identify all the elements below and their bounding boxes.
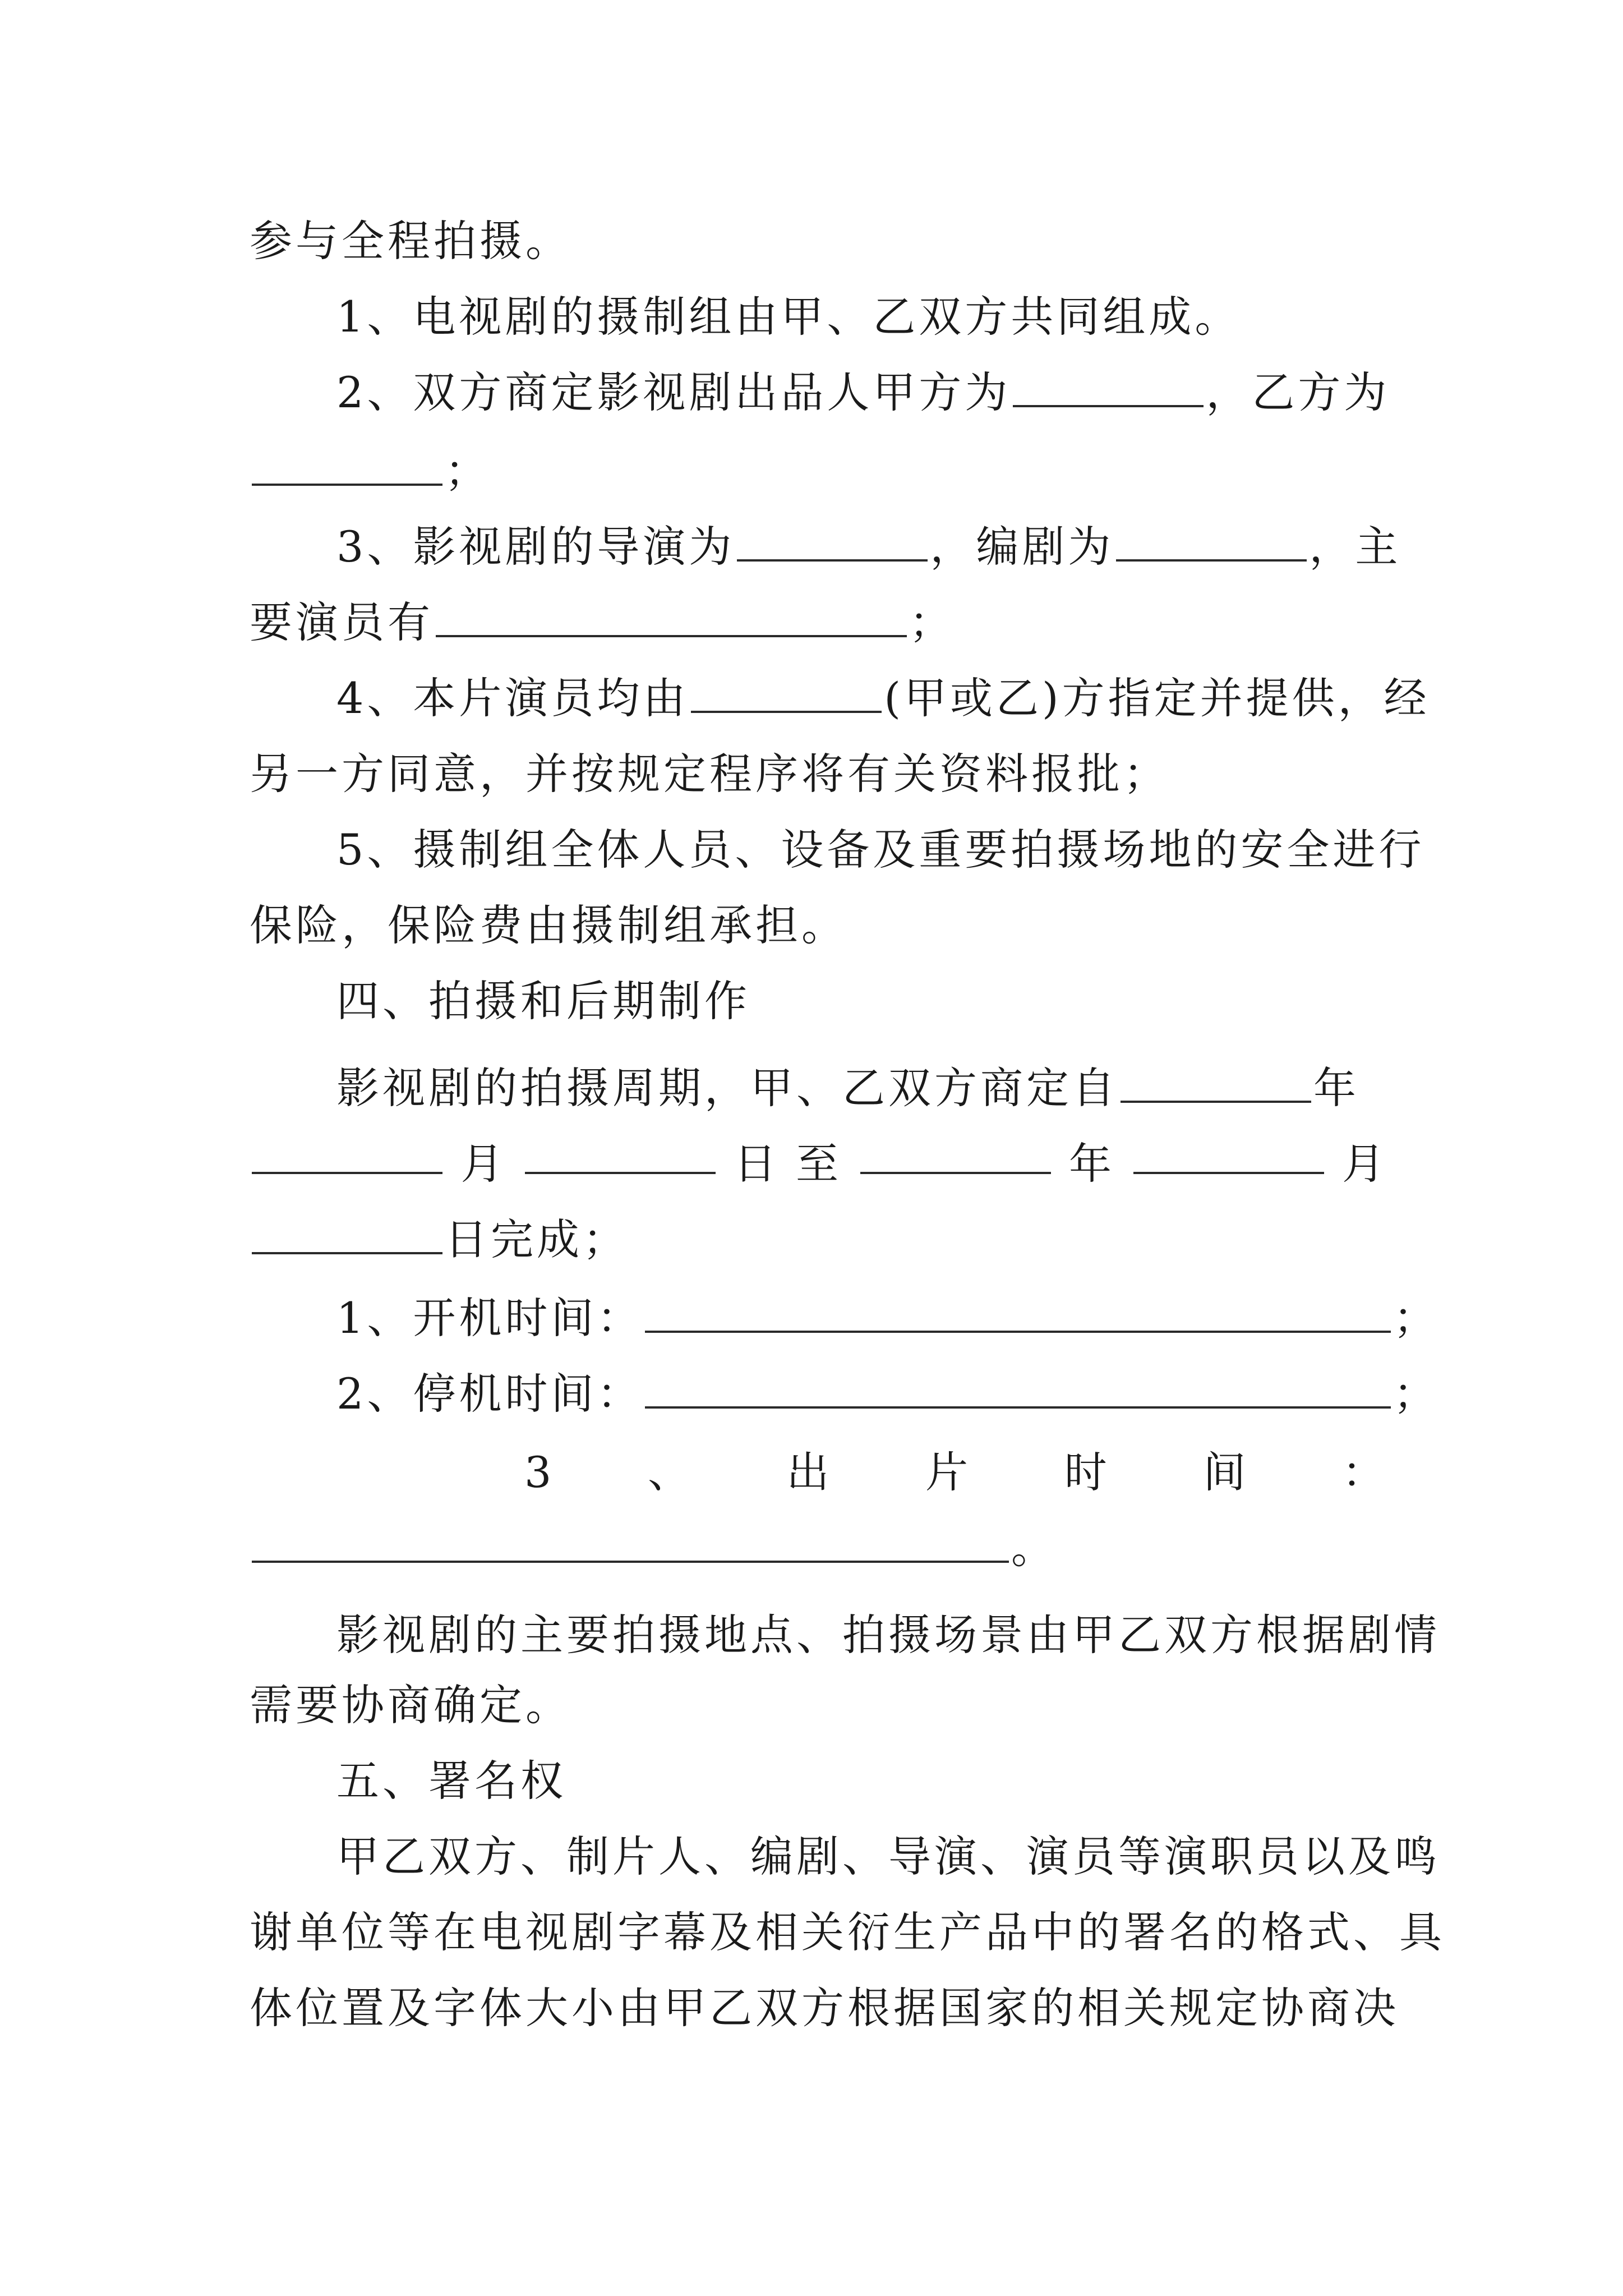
text-segment: 月 [460,1139,507,1189]
text-line [336,365,1390,421]
text-line [250,213,571,269]
section-heading [336,1753,566,1809]
fill-in-blank[interactable] [1133,1136,1324,1174]
text-line [336,1366,1439,1422]
text-line [250,595,955,651]
text-segment: ； [1393,1293,1440,1343]
text-segment: 另一方同意，并按规定程序将有关资料报批； [250,749,1169,799]
text-line [336,822,1424,878]
fill-in-blank[interactable] [525,1136,716,1174]
text-segment: ； [909,597,955,647]
text-segment: 谢单位等在电视剧字幕及相关衍生产品中的署名的格式、具 [250,1907,1445,1957]
text-segment: 体位置及字体大小由甲乙双方根据国家的相关规定协商决 [250,1983,1399,2033]
text-segment: ； [1393,1369,1440,1419]
text-segment: 1、电视剧的摄制组由甲、乙双方共同组成。 [336,292,1241,342]
fill-in-blank[interactable] [252,1525,1009,1563]
text-segment: (甲或乙)方指定并提供，经 [884,673,1430,723]
text-line [524,1444,1388,1501]
text-segment: 4、本片演员均由 [336,673,689,723]
text-segment: ，主 [1309,522,1401,572]
text-segment: 四、拍摄和后期制作 [336,976,750,1026]
text-segment: 出 [786,1447,833,1497]
text-segment: ，编剧为 [930,522,1114,572]
text-line [336,519,1401,575]
text-segment: 月 [1342,1139,1388,1189]
text-segment: 片 [925,1447,972,1497]
text-segment: 3 [524,1447,555,1497]
text-segment: 时 [1064,1447,1110,1497]
text-line [250,1980,1399,2036]
text-segment: 间 [1203,1447,1249,1497]
fill-in-blank[interactable] [1116,523,1307,562]
text-line [250,746,1169,802]
text-segment: 五、署名权 [336,1756,566,1806]
fill-in-blank[interactable] [691,675,882,713]
fill-in-blank[interactable] [1121,1065,1311,1103]
text-segment: 需要协商确定。 [250,1680,571,1730]
text-segment: 参与全程拍摄。 [250,216,571,266]
text-segment: ： [1341,1447,1388,1497]
text-line [250,1904,1445,1961]
text-segment: ； [445,446,491,496]
text-line [250,1136,1388,1192]
text-segment: 日 [734,1139,780,1189]
text-segment: 日完成； [445,1214,629,1264]
text-segment: 年 [1069,1139,1115,1189]
text-segment: 要演员有 [250,597,434,647]
fill-in-blank[interactable] [645,1370,1391,1409]
text-segment: 保险，保险费由摄制组承担。 [250,900,847,950]
text-line [336,1829,1440,1885]
text-line [336,1607,1440,1663]
fill-in-blank[interactable] [860,1136,1051,1174]
text-segment: ，乙方为 [1206,367,1390,417]
text-segment: 至 [796,1139,842,1189]
text-segment: 影视剧的主要拍摄地点、拍摄场景由甲乙双方根据剧情 [336,1610,1440,1660]
text-segment: 5、摄制组全体人员、设备及重要拍摄场地的安全进行 [336,825,1425,875]
text-line [336,1060,1359,1116]
text-line [336,289,1241,345]
text-line [250,443,491,499]
text-line [250,1677,571,1733]
text-line [250,1520,1057,1576]
fill-in-blank[interactable] [1013,369,1204,407]
text-segment: 3、影视剧的导演为 [336,522,735,572]
text-segment: 影视剧的拍摄周期，甲、乙双方商定自 [336,1063,1118,1113]
fill-in-blank[interactable] [252,448,442,486]
text-line [250,898,847,954]
text-segment: 2、双方商定影视剧出品人甲方为 [336,367,1011,417]
fill-in-blank[interactable] [436,599,907,637]
text-line [336,670,1430,726]
text-segment: 。 [1011,1523,1057,1573]
fill-in-blank[interactable] [737,523,928,562]
fill-in-blank[interactable] [252,1216,442,1254]
text-segment: 1、开机时间： [336,1293,643,1343]
section-heading [336,973,750,1029]
text-segment: 甲乙双方、制片人、编剧、导演、演员等演职员以及鸣 [336,1832,1440,1881]
text-segment: 2、停机时间： [336,1369,643,1419]
fill-in-blank[interactable] [252,1136,442,1174]
fill-in-blank[interactable] [645,1295,1391,1333]
text-segment: 年 [1313,1063,1359,1113]
text-line [250,1212,629,1268]
text-line [336,1290,1439,1346]
text-segment: 、 [647,1447,694,1497]
